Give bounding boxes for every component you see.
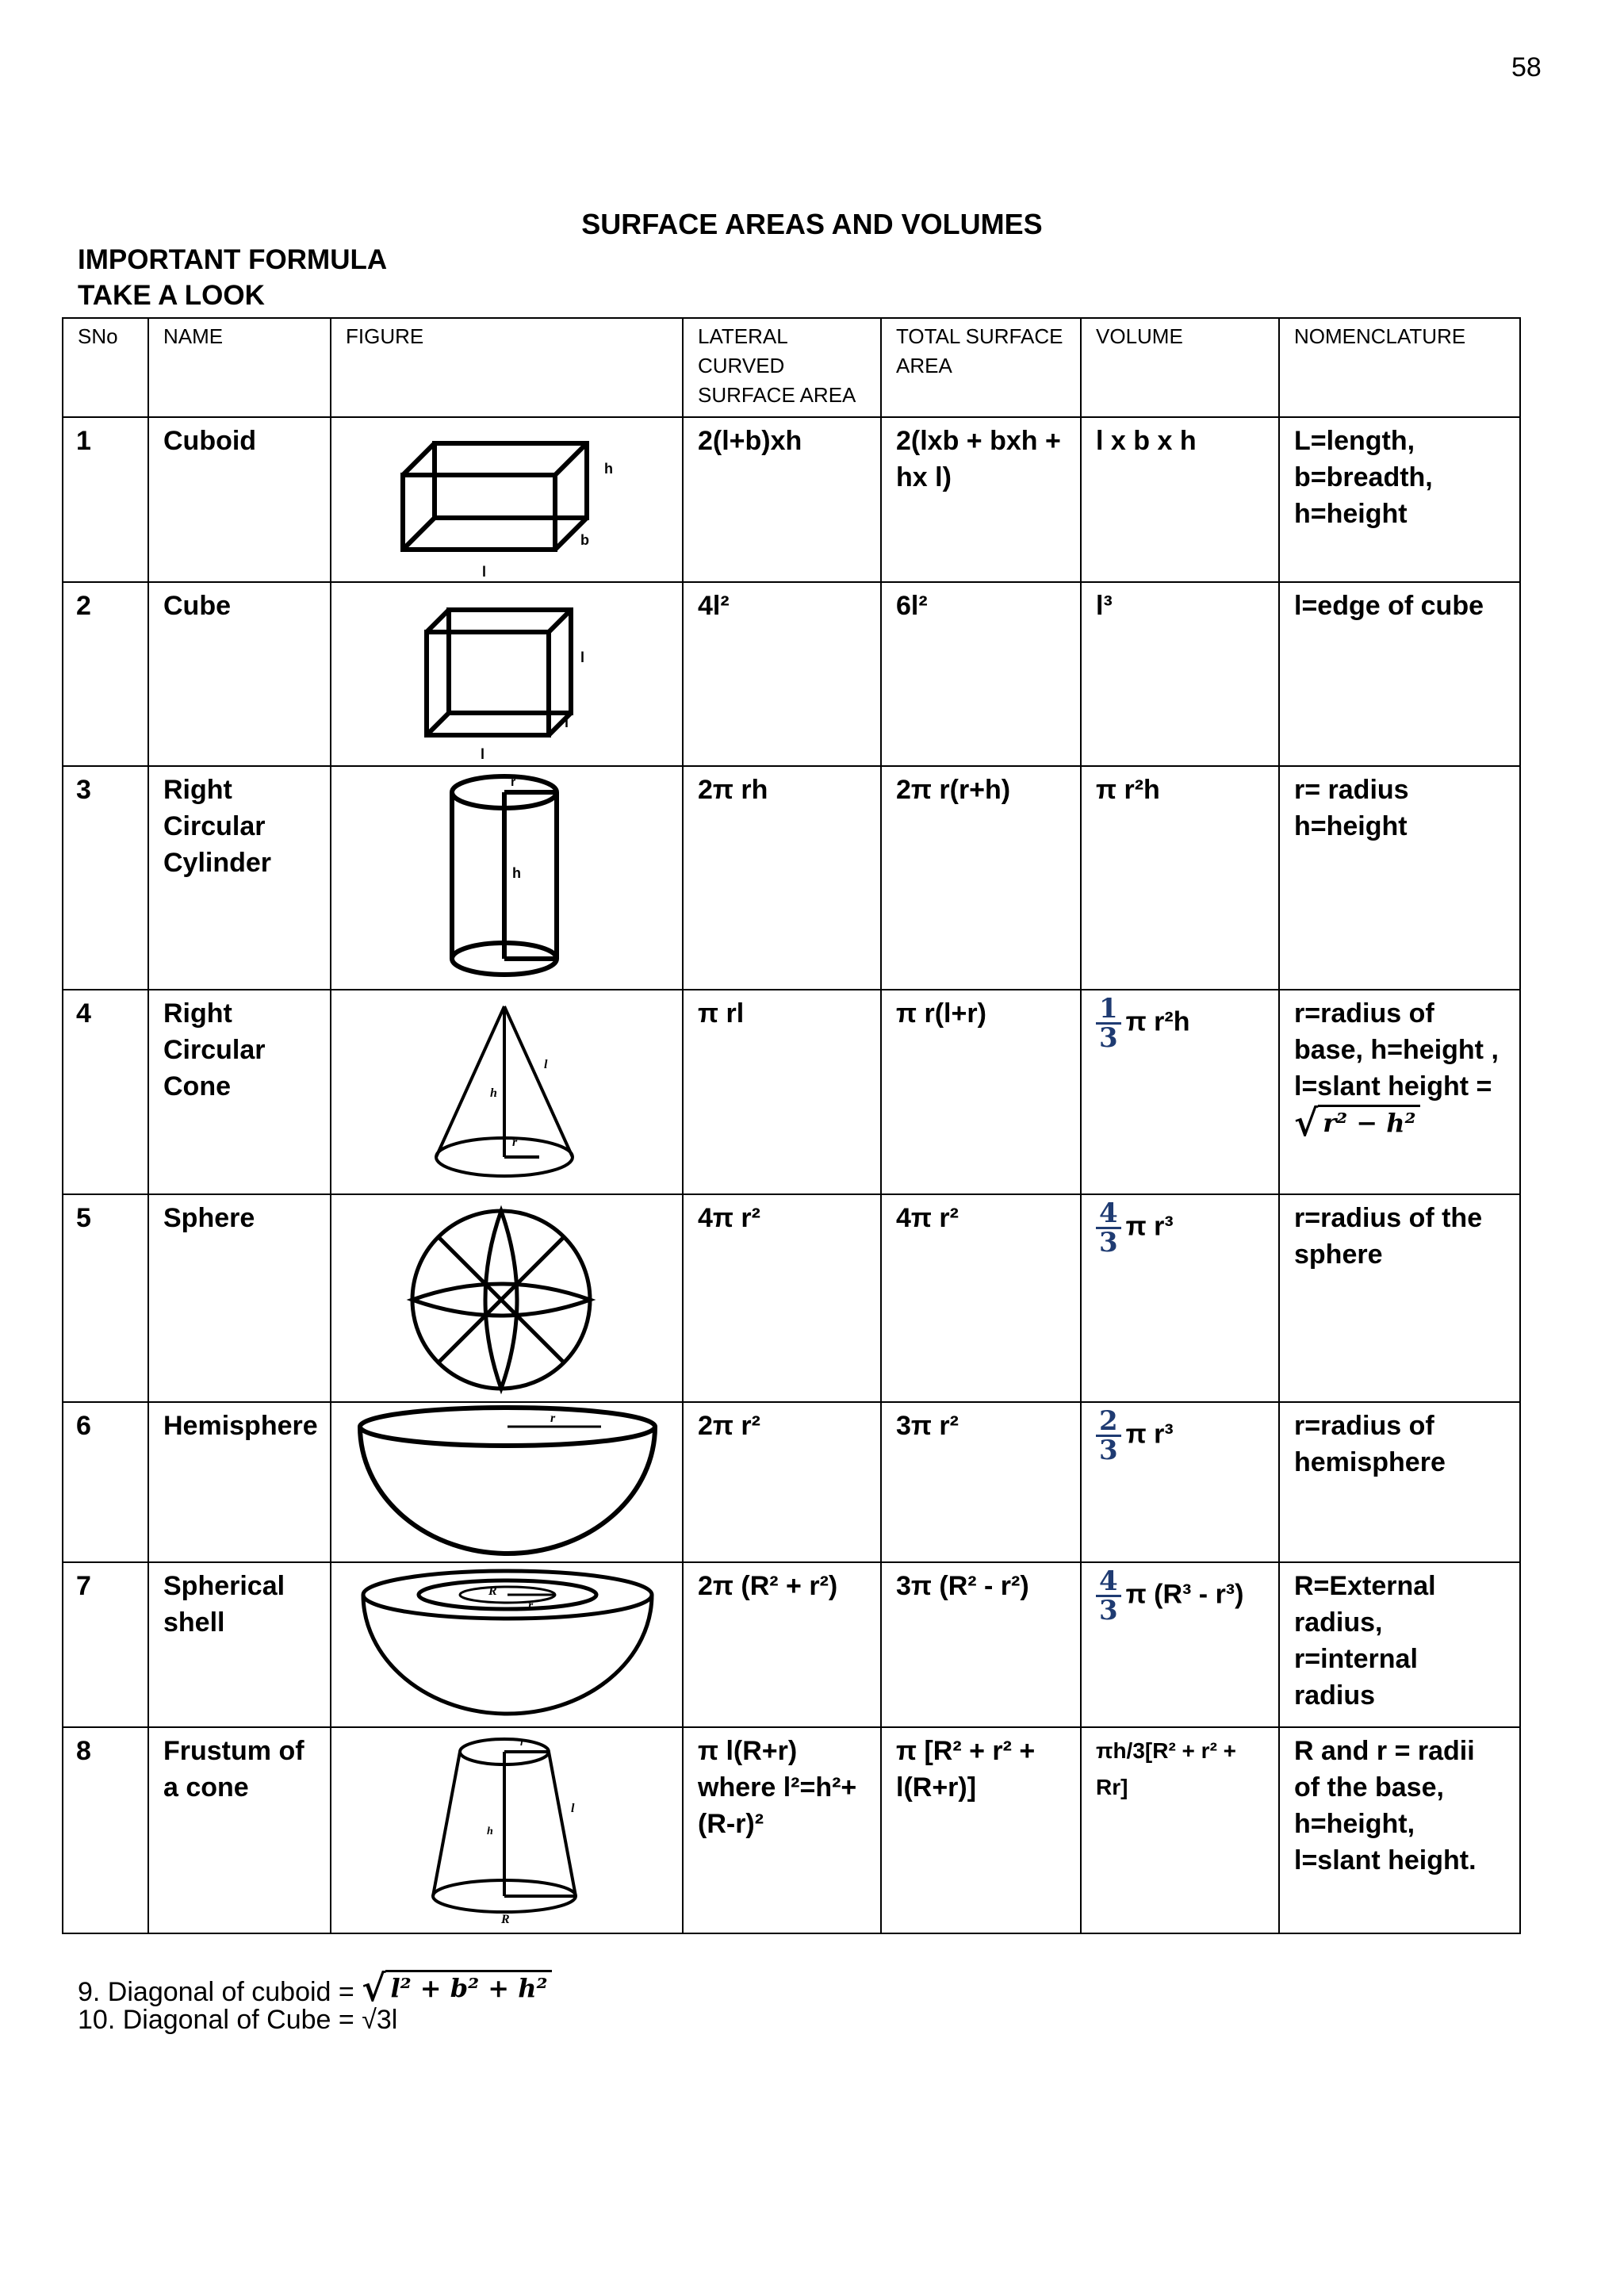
row-lateral: 4π r² <box>683 1194 881 1402</box>
label-h: h <box>604 461 613 477</box>
label-h: h <box>512 865 521 881</box>
hemisphere-figure <box>331 1402 683 1562</box>
label-h: h <box>490 1086 497 1100</box>
label-l: l <box>580 649 585 665</box>
label-l: l <box>565 715 569 730</box>
row-lateral: 2π (R² + r²) <box>683 1562 881 1727</box>
cuboid-figure <box>331 417 683 582</box>
header-name: NAME <box>148 318 331 417</box>
row-sno: 2 <box>63 582 148 766</box>
label-h: h <box>487 1826 493 1837</box>
row-volume: π (R³ - r³) <box>1125 1579 1244 1610</box>
fraction: $\frac{1}{3}$ <box>1096 995 1121 1052</box>
label-R: R <box>501 1913 510 1926</box>
cylinder-figure <box>331 766 683 990</box>
row-name: Sphere <box>148 1194 331 1402</box>
slant-height-formula: √ r² − h² <box>1294 1105 1420 1141</box>
row-lateral: 2π r² <box>683 1402 881 1562</box>
row-name: Cuboid <box>148 417 331 582</box>
row-total: 2π r(r+h) <box>881 766 1081 990</box>
row-volume-cell <box>1081 1194 1279 1402</box>
row-sno: 4 <box>63 990 148 1194</box>
label-b: b <box>580 532 589 548</box>
page-title: SURFACE AREAS AND VOLUMES <box>581 208 1043 240</box>
cuboid-diagram <box>331 418 684 581</box>
cube-diagram <box>331 583 684 765</box>
row-total: 6l² <box>881 582 1081 766</box>
table-row <box>63 766 1520 990</box>
header-lateral-surface-area: LATERAL CURVED SURFACE AREA <box>683 318 881 417</box>
label-r: r <box>512 1136 518 1149</box>
row-nomenclature: r=radius of base, h=height , l=slant height = <box>1294 998 1499 1102</box>
header-volume: VOLUME <box>1081 318 1279 417</box>
table-row <box>63 1402 1520 1562</box>
page-number: 58 <box>1511 52 1542 82</box>
row-name: Right Circular Cone <box>148 990 331 1194</box>
row-volume: π r³ <box>1125 1211 1174 1242</box>
row-lateral: 4l² <box>683 582 881 766</box>
row-total: 3π r² <box>881 1402 1081 1562</box>
row-volume: π r²h <box>1125 1006 1190 1037</box>
row-nomenclature: r=radius of the sphere <box>1279 1194 1520 1402</box>
note-diagonal-cube: 10. Diagonal of Cube = √3l <box>78 2005 398 2035</box>
formula-table <box>62 317 1521 1934</box>
label-r: r <box>511 776 516 789</box>
cube-figure <box>331 582 683 766</box>
header-figure: FIGURE <box>331 318 683 417</box>
row-nomenclature: R and r = radii of the base, h=height, l=slant height. <box>1279 1727 1520 1933</box>
label-l: l <box>571 1802 575 1815</box>
row-lateral: π l(R+r) where l²=h²+(R-r)² <box>683 1727 881 1933</box>
label-l: l <box>482 564 487 580</box>
cone-diagram <box>331 990 684 1193</box>
sphere-figure <box>331 1194 683 1402</box>
header-nomenclature: NOMENCLATURE <box>1279 318 1520 417</box>
row-volume-cell <box>1081 1562 1279 1727</box>
row-total: π [R² + r² + l(R+r)] <box>881 1727 1081 1933</box>
row-volume-cell <box>1081 1402 1279 1562</box>
row-nomenclature: l=edge of cube <box>1279 582 1520 766</box>
row-sno: 6 <box>63 1402 148 1562</box>
table-row <box>63 1727 1520 1933</box>
row-volume: π r³ <box>1125 1419 1174 1450</box>
row-sno: 1 <box>63 417 148 582</box>
row-sno: 8 <box>63 1727 148 1933</box>
row-lateral: 2π rh <box>683 766 881 990</box>
table-header-row <box>63 318 1520 417</box>
row-volume-cell <box>1081 990 1279 1194</box>
label-r: r <box>520 1737 525 1749</box>
cylinder-diagram <box>331 767 684 989</box>
row-volume: l x b x h <box>1081 417 1279 582</box>
cuboid-diagonal-formula: √ l² + b² + h² <box>362 1970 552 2006</box>
header-sno: SNo <box>63 318 148 417</box>
row-nomenclature: R=External radius, r=internal radius <box>1279 1562 1520 1727</box>
fraction: $\frac{4}{3}$ <box>1096 1200 1121 1256</box>
table-row <box>63 1562 1520 1727</box>
subtitle-take-a-look: TAKE A LOOK <box>78 280 265 311</box>
fraction: $\frac{2}{3}$ <box>1096 1408 1121 1464</box>
row-sno: 3 <box>63 766 148 990</box>
note9-label: 9. Diagonal of cuboid = <box>78 1977 354 2007</box>
row-lateral: 2(l+b)xh <box>683 417 881 582</box>
row-sno: 7 <box>63 1562 148 1727</box>
cone-figure <box>331 990 683 1194</box>
label-R: R <box>488 1584 497 1598</box>
row-total: 2(lxb + bxh + hx l) <box>881 417 1081 582</box>
row-volume: πh/3[R² + r² + Rr] <box>1081 1727 1279 1933</box>
spherical-shell-figure <box>331 1562 683 1727</box>
row-lateral: π rl <box>683 990 881 1194</box>
row-sno: 5 <box>63 1194 148 1402</box>
row-name: Cube <box>148 582 331 766</box>
spherical-shell-diagram <box>331 1563 684 1726</box>
frustum-diagram <box>331 1728 684 1933</box>
row-volume: π r²h <box>1081 766 1279 990</box>
row-total: 3π (R² - r²) <box>881 1562 1081 1727</box>
table-row <box>63 990 1520 1194</box>
row-volume: l³ <box>1081 582 1279 766</box>
row-name: Hemisphere <box>148 1402 331 1562</box>
row-name: Right Circular Cylinder <box>148 766 331 990</box>
header-total-surface-area: TOTAL SURFACE AREA <box>881 318 1081 417</box>
label-l: l <box>481 746 485 762</box>
row-total: π r(l+r) <box>881 990 1081 1194</box>
table-row <box>63 582 1520 766</box>
label-r: r <box>528 1599 534 1612</box>
subtitle-important-formula: IMPORTANT FORMULA <box>78 244 388 275</box>
note-diagonal-cuboid <box>78 1967 552 2010</box>
fraction: $\frac{4}{3}$ <box>1096 1568 1121 1624</box>
table-row <box>63 1194 1520 1402</box>
sphere-diagram <box>331 1195 684 1401</box>
row-total: 4π r² <box>881 1194 1081 1402</box>
frustum-figure <box>331 1727 683 1933</box>
row-nomenclature-cell <box>1279 990 1520 1194</box>
row-nomenclature: r= radius h=height <box>1279 766 1520 990</box>
row-nomenclature: L=length, b=breadth, h=height <box>1279 417 1520 582</box>
hemisphere-diagram <box>331 1403 684 1561</box>
label-l: l <box>544 1058 548 1071</box>
row-nomenclature: r=radius of hemisphere <box>1279 1402 1520 1562</box>
row-name: Frustum of a cone <box>148 1727 331 1933</box>
table-row <box>63 417 1520 582</box>
row-name: Spherical shell <box>148 1562 331 1727</box>
label-r: r <box>550 1412 556 1425</box>
